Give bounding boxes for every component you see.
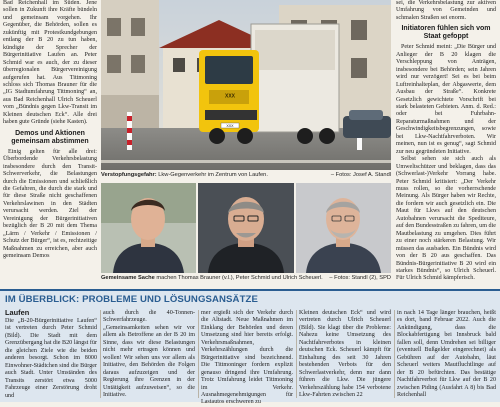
overview-divider-3 xyxy=(296,310,297,398)
truck-photo-caption xyxy=(101,172,391,179)
truck-photo-illustration xyxy=(101,0,391,170)
left-paragraph-1: Bad Reichenhall im Süden. Jene sollen in Zukunft ihre Kräfte bündeln und gemeinsam vorgehen. Ihr Gegenüber, die Behörden, sollen es zukünftig mit Protestkundgebungen entlang der B 20 zu tun haben, kündigte der Sprecher der Bürgerinitiative Laufen an. Peter Schmid war es auch, der zu dieser überregionalen Bürgervereinigung aufgerufen hat. Aus Tittmoning schloss sich Thomas Brauner für die „IG Stadtumfahrung Tittmoning“ an, aus Bad Reichenhall Ulrich Scheuerl vom „Bündnis gegen Lkw-Transit im Kleinen deutschen Eck“. Alle drei haben gute Gründe (siehe Kasten). xyxy=(3,0,97,126)
overview-divider-1 xyxy=(100,310,101,398)
truck-photo xyxy=(101,0,391,170)
overview-column-3: mer ergießt sich der Verkehr durch die Altstadt. Neue Maßnahmen im Einklang der Behörden und deren Umsetzung sind hier bereits erfolgt. Verkehrsmaßnahmen, Verkehrszählungen durch die Bürgerinitiative sind bezeichnend. Die Tittmoninger fordern explizit genauso dringend ihre Umfahrung. Trotz Umfahrung leidet Tittmoning im Verkehr. Ausnahmegenehmigungen für Lastautos erschweren zu xyxy=(201,310,293,406)
right-article-column xyxy=(396,0,496,283)
overview-location-laufen: Laufen xyxy=(5,308,30,317)
truck-caption-bold: Verstopfungsgefahr: xyxy=(101,172,157,178)
right-paragraph-1: Peter Schmid meint: „Die Bürger und Anlieger der B 20 klagen die Verschleppung von Anträgen, insbesondere bei Behörden; sein Jahren wird nur verzögert! Sei es bei beim Luftreinhalteplan, der Abgaswerte, dem Ausbau der Straße“. Konkrete Gesetzlich gewichtete Vorschrift bei stark belasteten Gebieten. Anm. d. Red.: oder bei Fuhrbahn-Reparaturmaßnahmen und der Geschwindigkeitsbegrenzungen, sowie bei Lkw-Nachtfahrverboten. Wir meinen, nun ist es genug“, sagt Schmid zur neu gegründeten Initiative. xyxy=(396,44,496,155)
overview-column-2: auch durch die 40-Tonnen-Schwerfahrzeuge. „Gemeinsamkeiten sehen wir vor allem als Betroffene an der B 20 im Sinne, dass wir diese Belastungen nicht mehr ertragen können und wollen! Wir sehen uns vor allem als Initiative, den Behörden die Folgen daraus aufzuzeigen und der Regierung ihre Grenzen in der Untätigkeit aufzuweisen“, so die Initiative. xyxy=(103,310,195,398)
portrait-schmid-image xyxy=(198,183,294,273)
truck-brand-label: XXX xyxy=(224,93,236,100)
left-article-column xyxy=(3,0,97,283)
portraits-caption xyxy=(101,275,391,282)
overview-band-title: IM ÜBERBLICK: PROBLEME UND LÖSUNGSANSÄTZE xyxy=(5,294,259,305)
left-subheading: Demos und Aktionen gemeinsam abstimmen xyxy=(11,129,89,145)
truck-photo-credit: – Fotos: Josef A. Standl xyxy=(330,172,391,178)
portraits-caption-bold: Gemeinsame Sache xyxy=(101,275,155,281)
portrait-brauner xyxy=(101,183,196,273)
right-top-text: sei, die Verkehrsbelastung zur aktiven Umfahrung von Gemeinden und schmalen Straßen sei enorm. xyxy=(396,0,496,21)
portrait-brauner-image xyxy=(101,183,196,273)
truck-plate-label: XXX xyxy=(226,124,234,129)
right-paragraph-2: Selbst sehen sie sich auch als Umweltschützer und beklagen, dass das (Schwerlast-)Verkehr Vorrang habe. Peter Schmid kritisiert: „Der Verkehr muss rollen, so die vorherrschende Meinung. Als Bürger haben wir Rechte, die fordern wir auch gesetzlich ein. Die Maut für Lkws auf den deutschen Autobahnen verursacht die Spediteure, auf den Bundesstraßen zu fahren, um die Mautbelastung zu umgehen. Dies führt zu einer noch stärkeren Belastung. Wir müssen das ausbaden. Ein Bündnis wird von der B 20 aus geschaffen. Das Bündnis-Bürgerinitiative B 20 wird ein starkes Bündnis“, so Ulrich Scheuerl. Für Ulrich Schmid kämpferisch. xyxy=(396,156,496,282)
portrait-scheuerl-image xyxy=(296,183,391,273)
right-subheading: Initiatoren fühlen sich vom Staat gefoppt xyxy=(401,25,491,41)
left-paragraph-2: Einig gelten für alle drei: Überbordende Verkehrsbelastung insbesondere durch den Transit-Schwerverkehr, die Belastungen durch die Emissionen und schließlich die Gefahren, die durch die stark und für diese Straße nicht geschaffenen Verkehrslawinen in den Städten verursacht werden. Ziel der Vereinigung der Bürgerinitiativen bezüglich der B 20 mit dem Thema „Lärm / Verkehr / Emissionen / Schutz der Bürger“, ist es, rechtzeitige Maßnahmen zu erreichen, aber auch gemeinsam Demos xyxy=(3,148,97,260)
overview-column-5: in nach 14 Tage länger brauchen, heißt es dort, band Februar 2022. Auch die Ankündigung, dass die Blockabfertigung bei Innsbruck bald fallen soll, denn Umdrehen sei billiger (eventuell Bußgelder eingerechnet) als Gebühren auf der Autobahn, läut Scheuerl weiters Mautfluchtlinge auf der B 20 befürchten. Das bestätige Nachtfahrverbot für Lkw auf der B 20 zwischen Piding (Ausfahrt A 8) bis Bad Reichenhall xyxy=(397,310,496,398)
overview-column-1: Die „B-20-Bürgerinitiative Laufen“ ist vertreten durch Peter Schmid (Bild). Die Stadt mit dem Grenzübergang hat die B20 längst für die gleichen Ziele wie die beiden anderen besorgt. Schon im 8000 Einwohner-Städtchen sind die Bürger auch Stadt. Unter Umständen des Transits zerstört etwa 5000 Fahrzeuge einer Zerstörung droht und xyxy=(5,318,97,399)
truck-caption-text: Lkw-Gegenverkehr im Zentrum von Laufen. xyxy=(158,172,268,178)
portrait-scheuerl xyxy=(296,183,391,273)
overview-divider-2 xyxy=(198,310,199,398)
overview-column-4: Kleinen deutschen Eck“ und wird vertreten durch Ulrich Scheuerl (Bild). Sie klagt über die Probleme: Nahezu keine Umsetzung des Nachtfahrverbotes in kleinen deutschen Eck. Scheuerl kämpft für Einhaltung des seit 30 Jahren bestehenden Verbots für den Schwerlastverkehr, denn nur dann führen die Lkw. Die jüngere Verkehrszählung habe 154 verbotene Lkw-Fahrten zwischen 22 xyxy=(299,310,391,398)
portrait-schmid xyxy=(198,183,294,273)
portraits-caption-text: machen Thomas Brauner (v.l.), Peter Schmid und Ulrich Scheuerl. xyxy=(156,275,323,281)
overview-divider-4 xyxy=(394,310,395,398)
portraits-photo-credit: – Fotos: Standl (2), SPD xyxy=(329,275,391,281)
